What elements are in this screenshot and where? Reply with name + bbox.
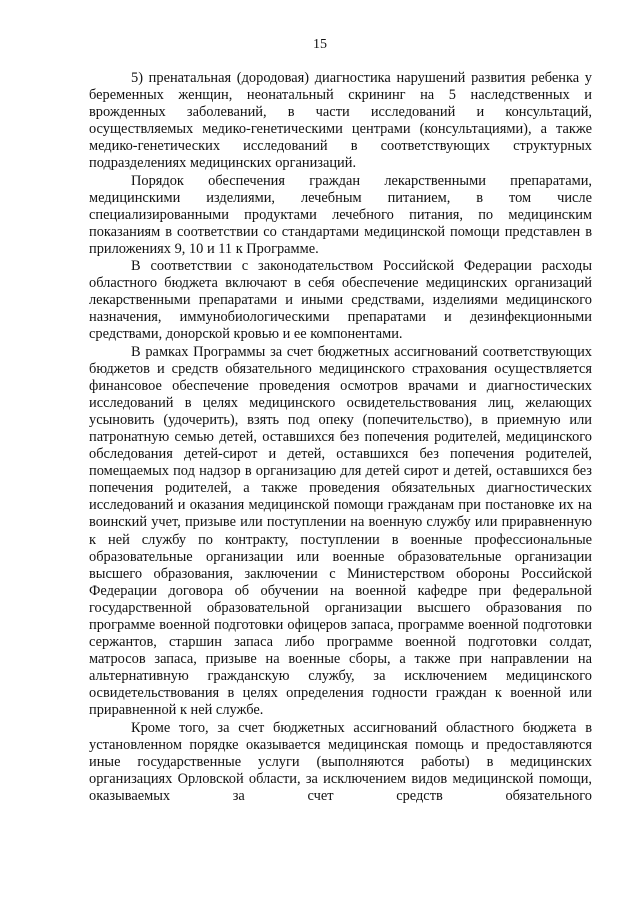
paragraph-regional-budget-expenses: В соответствии с законодательством Российской Федерации расходы областного бюджета включают в себя обеспечение медицинских организаций лекарственными препаратами и иными средствами, изделиями медицинского назначения, иммунобиологическими препаратами и дезинфекционными средствами, донорской кровью и ее компонентами.	[89, 258, 592, 343]
paragraph-program-financing: В рамках Программы за счет бюджетных ассигнований соответствующих бюджетов и средств обязательного медицинского страхования осуществляется финансовое обеспечение проведения осмотров врачами и диагностических исследований в целях медицинского освидетельствования лиц, желающих усыновить (удочерить), взять под опеку (попечительство), в приемную или патронатную семью детей, оставшихся без попечения родителей, медицинского обследования детей-сирот и детей, оставшихся без попечения родителей, помещаемых под надзор в организацию для детей сирот и детей, оставшихся без попечения родителей, а также проведения обязательных диагностических исследований и оказания медицинской помощи гражданам при постановке их на воинский учет, призыве или поступлении на военную службу или приравненную к ней службу по контракту, поступлении в военные профессиональные образовательные организации или военные образовательные организации высшего образования, заключении с Министерством обороны Российской Федерации договора об обучении на военной кафедре при федеральной государственной образовательной организации высшего образования по программе военной подготовки офицеров запаса, программе военной подготовки сержантов, старшин запаса либо программе военной подготовки солдат, матросов запаса, призыве на военные сборы, а также при направлении на альтернативную гражданскую службу, за исключением медицинского освидетельствования в целях определения годности граждан к военной или приравненной к ней службе.	[89, 343, 592, 719]
paragraph-prenatal-diagnostics: 5) пренатальная (дородовая) диагностика нарушений развития ребенка у беременных женщин, неонатальный скрининг на 5 наследственных и врожденных заболеваний, в части исследований и консультаций, осуществляемых медико-генетическими центрами (консультациями), а также медико-генетических исследований в соответствующих структурных подразделениях медицинских организаций.	[89, 70, 592, 172]
body-text	[89, 70, 592, 805]
paragraph-drug-supply-order: Порядок обеспечения граждан лекарственными препаратами, медицинскими изделиями, лечебным питанием, в том числе специализированными продуктами лечебного питания, по медицинским показаниям в соответствии со стандартами медицинской помощи представлен в приложениях 9, 10 и 11 к Программе.	[89, 172, 592, 257]
paragraph-additional-services: Кроме того, за счет бюджетных ассигнований областного бюджета в установленном порядке оказывается медицинская помощь и предоставляются иные государственные услуги (выполняются работы) в медицинских организациях Орловской области, за исключением видов медицинской помощи, оказываемых за счет средств обязательного	[89, 719, 592, 804]
page-number: 15	[313, 37, 327, 52]
